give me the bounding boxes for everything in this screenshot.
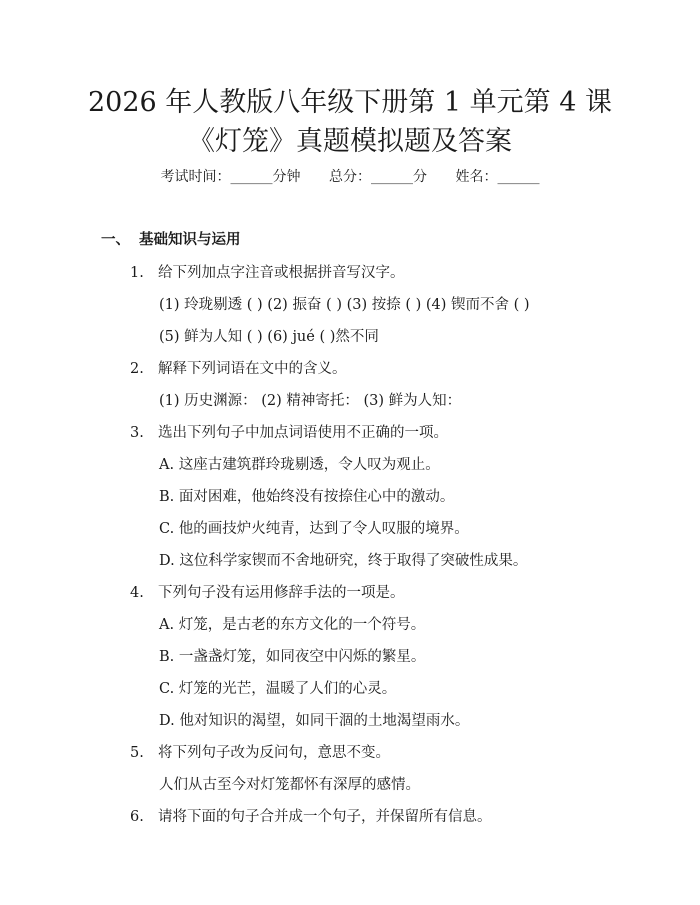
section-number: 一、 — [101, 231, 130, 248]
question-number: 4. — [130, 585, 144, 601]
question-text: 选出下列句子中加点词语使用不正确的一项。 — [158, 425, 448, 441]
question-3 — [130, 422, 448, 444]
question-3-option-b: B. 面对困难，他始终没有按捺住心中的激动。 — [159, 489, 455, 505]
section-heading — [101, 229, 241, 251]
question-5-sentence: 人们从古至今对灯笼都怀有深厚的感情。 — [159, 777, 420, 793]
question-4-option-b: B. 一盏盏灯笼，如同夜空中闪烁的繁星。 — [159, 649, 426, 665]
question-1-line-2: (5) 鲜为人知 ( ) (6) jué ( )然不同 — [159, 329, 379, 345]
question-3-option-a: A. 这座古建筑群玲珑剔透，令人叹为观止。 — [159, 457, 440, 473]
exam-info — [0, 166, 700, 188]
question-text: 给下列加点字注音或根据拼音写汉字。 — [158, 265, 405, 281]
question-number: 5. — [130, 745, 144, 761]
question-4-option-a: A. 灯笼，是古老的东方文化的一个符号。 — [159, 617, 426, 633]
page-title-line1: 2026 年人教版八年级下册第 1 单元第 4 课 — [88, 87, 612, 118]
question-number: 6. — [130, 809, 144, 825]
question-6 — [130, 806, 492, 828]
question-5 — [130, 742, 390, 764]
question-text: 请将下面的句子合并成一个句子，并保留所有信息。 — [158, 809, 492, 825]
section-title: 基础知识与运用 — [139, 231, 241, 248]
question-4 — [130, 582, 405, 604]
total-score-field: 总分：______分 — [329, 169, 427, 185]
question-number: 1. — [130, 265, 144, 281]
question-2-line-1: (1) 历史渊源： (2) 精神寄托： (3) 鲜为人知： — [159, 393, 462, 409]
question-1 — [130, 262, 405, 284]
question-number: 2. — [130, 361, 144, 377]
page-title-line2: 《灯笼》真题模拟题及答案 — [188, 126, 512, 157]
question-4-option-c: C. 灯笼的光芒，温暖了人们的心灵。 — [159, 681, 397, 697]
question-number: 3. — [130, 425, 144, 441]
question-1-line-1: (1) 玲珑剔透 ( ) (2) 振奋 ( ) (3) 按捺 ( ) (4) 锲而不舍 ( ) — [159, 297, 530, 313]
question-3-option-d: D. 这位科学家锲而不舍地研究，终于取得了突破性成果。 — [159, 553, 528, 569]
question-4-option-d: D. 他对知识的渴望，如同干涸的土地渴望雨水。 — [159, 713, 470, 729]
question-2 — [130, 358, 347, 380]
exam-time-field: 考试时间：______分钟 — [160, 169, 301, 185]
question-3-option-c: C. 他的画技炉火纯青，达到了令人叹服的境界。 — [159, 521, 469, 537]
question-text: 解释下列词语在文中的含义。 — [158, 361, 347, 377]
student-name-field: 姓名：______ — [455, 169, 540, 185]
question-text: 将下列句子改为反问句，意思不变。 — [158, 745, 390, 761]
question-text: 下列句子没有运用修辞手法的一项是。 — [158, 585, 405, 601]
